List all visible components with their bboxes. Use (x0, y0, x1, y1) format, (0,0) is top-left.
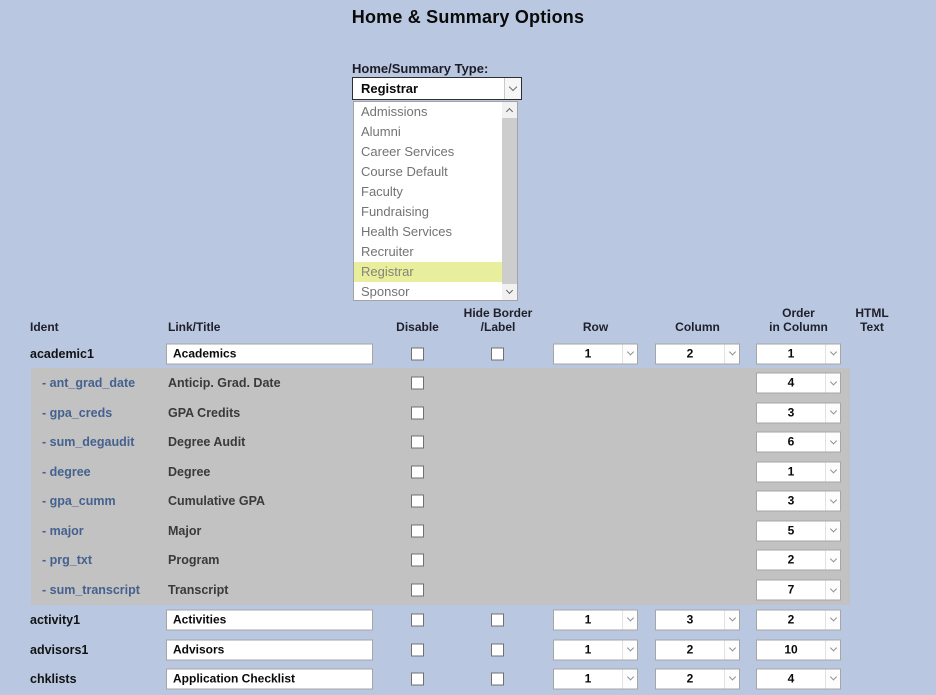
row-title: Major (168, 523, 202, 538)
column-select[interactable]: 2 (655, 668, 740, 689)
row-ident: chklists (30, 671, 77, 686)
column-select[interactable]: 3 (655, 609, 740, 630)
column-select[interactable]: 2 (655, 343, 740, 364)
type-dropdown-list (353, 101, 518, 301)
row-ident: - major (42, 523, 84, 538)
selected-type-value: Registrar (361, 81, 419, 96)
chevron-down-icon (825, 462, 840, 481)
order-select[interactable]: 6 (756, 432, 841, 453)
chevron-down-icon (724, 610, 739, 629)
order-select[interactable]: 1 (756, 343, 841, 364)
header-ident: Ident (30, 320, 59, 334)
chevron-down-icon (622, 640, 637, 659)
disable-checkbox[interactable] (411, 406, 424, 419)
option-alumni[interactable]: Alumni (361, 124, 401, 139)
disable-checkbox[interactable] (411, 672, 424, 685)
scrollbar-thumb[interactable] (502, 118, 517, 284)
disable-checkbox[interactable] (411, 436, 424, 449)
link-title-input[interactable] (166, 668, 373, 689)
chevron-down-icon (724, 669, 739, 688)
table-row-advisors1 (0, 635, 936, 664)
disable-checkbox[interactable] (411, 377, 424, 390)
row-ident: advisors1 (30, 642, 89, 657)
row-ident: academic1 (30, 346, 94, 361)
header-order-in-column: Order in Column (769, 306, 828, 334)
row-select[interactable]: 1 (553, 668, 638, 689)
page-title: Home & Summary Options (351, 7, 585, 27)
option-registrar-highlighted[interactable]: Registrar (354, 262, 503, 282)
hide-border-checkbox[interactable] (491, 613, 504, 626)
order-select[interactable]: 3 (756, 402, 841, 423)
row-title: Anticip. Grad. Date (168, 376, 281, 390)
row-title: Degree (168, 464, 211, 479)
listbox-scrollbar[interactable] (502, 102, 517, 300)
chevron-down-icon (724, 640, 739, 659)
row-ident: - sum_transcript (42, 583, 140, 597)
home-summary-type-select[interactable] (352, 77, 522, 100)
table-row-ant-grad-date (0, 368, 936, 398)
row-title: Transcript (168, 583, 229, 597)
header-hide-border-label: Hide Border /Label (463, 306, 533, 334)
option-faculty[interactable]: Faculty (361, 184, 403, 199)
disable-checkbox[interactable] (411, 643, 424, 656)
row-ident: - gpa_creds (42, 405, 113, 420)
chevron-down-icon (825, 640, 840, 659)
option-course-default[interactable]: Course Default (361, 164, 448, 179)
row-ident: - gpa_cumm (42, 494, 116, 508)
chevron-down-icon (825, 433, 840, 452)
combo-arrow-button[interactable] (504, 78, 521, 99)
option-fundraising[interactable]: Fundraising (361, 204, 429, 219)
header-row: Row (582, 320, 609, 334)
disable-checkbox[interactable] (411, 465, 424, 478)
chevron-down-icon (825, 374, 840, 393)
header-link-title: Link/Title (168, 320, 221, 334)
table-row-chklists (0, 664, 936, 693)
link-title-input[interactable] (166, 609, 373, 630)
hide-border-checkbox[interactable] (491, 347, 504, 360)
disable-checkbox[interactable] (411, 495, 424, 508)
option-admissions[interactable]: Admissions (361, 104, 428, 119)
link-title-input[interactable] (166, 639, 373, 660)
table-row-gpa-creds (0, 398, 936, 427)
chevron-down-icon (622, 669, 637, 688)
chevron-down-icon (509, 83, 517, 91)
table-row-gpa-cumm (0, 486, 936, 516)
order-select[interactable]: 5 (756, 520, 841, 541)
disable-checkbox[interactable] (411, 584, 424, 597)
row-title: Cumulative GPA (168, 494, 266, 508)
row-ident: - ant_grad_date (42, 376, 136, 390)
order-select[interactable]: 2 (756, 550, 841, 571)
row-ident: - prg_txt (42, 553, 92, 567)
table-row-academic1 (0, 339, 936, 368)
order-select[interactable]: 1 (756, 461, 841, 482)
row-title: GPA Credits (168, 405, 241, 420)
chevron-up-icon (506, 108, 513, 115)
chevron-down-icon (825, 344, 840, 363)
row-select[interactable]: 1 (553, 639, 638, 660)
chevron-down-icon (622, 344, 637, 363)
order-select[interactable]: 7 (756, 580, 841, 601)
header-disable: Disable (396, 320, 439, 334)
chevron-down-icon (506, 287, 513, 294)
link-title-input[interactable] (166, 343, 373, 364)
disable-checkbox[interactable] (411, 554, 424, 567)
header-html-text: HTML Text (855, 306, 889, 334)
disable-checkbox[interactable] (411, 524, 424, 537)
disable-checkbox[interactable] (411, 347, 424, 360)
table-row-sum-transcript (0, 575, 936, 605)
table-row-sum-degaudit (0, 427, 936, 457)
row-select[interactable]: 1 (553, 343, 638, 364)
hide-border-checkbox[interactable] (491, 672, 504, 685)
row-title: Program (168, 553, 220, 567)
chevron-down-icon (825, 521, 840, 540)
chevron-down-icon (622, 610, 637, 629)
order-select[interactable]: 10 (756, 639, 841, 660)
row-select[interactable]: 1 (553, 609, 638, 630)
disable-checkbox[interactable] (411, 613, 424, 626)
order-select[interactable]: 4 (756, 668, 841, 689)
row-ident: - sum_degaudit (42, 435, 135, 449)
table-header (0, 300, 936, 334)
scroll-down-button[interactable] (502, 284, 517, 300)
order-select[interactable]: 3 (756, 491, 841, 512)
option-health-services[interactable]: Health Services (361, 224, 453, 239)
row-title: Degree Audit (168, 435, 246, 449)
home-summary-type-label: Home/Summary Type: (352, 61, 489, 76)
chevron-down-icon (724, 344, 739, 363)
table-row-major (0, 516, 936, 545)
hide-border-checkbox[interactable] (491, 643, 504, 656)
chevron-down-icon (825, 551, 840, 570)
order-select[interactable]: 4 (756, 373, 841, 394)
table-row-degree (0, 457, 936, 486)
chevron-down-icon (825, 610, 840, 629)
column-select[interactable]: 2 (655, 639, 740, 660)
header-column: Column (675, 320, 720, 334)
option-recruiter[interactable]: Recruiter (361, 244, 414, 259)
row-ident: activity1 (30, 612, 81, 627)
option-sponsor[interactable]: Sponsor (361, 284, 410, 299)
chevron-down-icon (825, 403, 840, 422)
chevron-down-icon (825, 669, 840, 688)
row-ident: - degree (42, 464, 91, 479)
order-select[interactable]: 2 (756, 609, 841, 630)
chevron-down-icon (825, 581, 840, 600)
scroll-up-button[interactable] (502, 102, 517, 118)
chevron-down-icon (825, 492, 840, 511)
table-row-activity1 (0, 605, 936, 634)
option-career-services[interactable]: Career Services (361, 144, 455, 159)
table-row-prg-txt (0, 545, 936, 575)
